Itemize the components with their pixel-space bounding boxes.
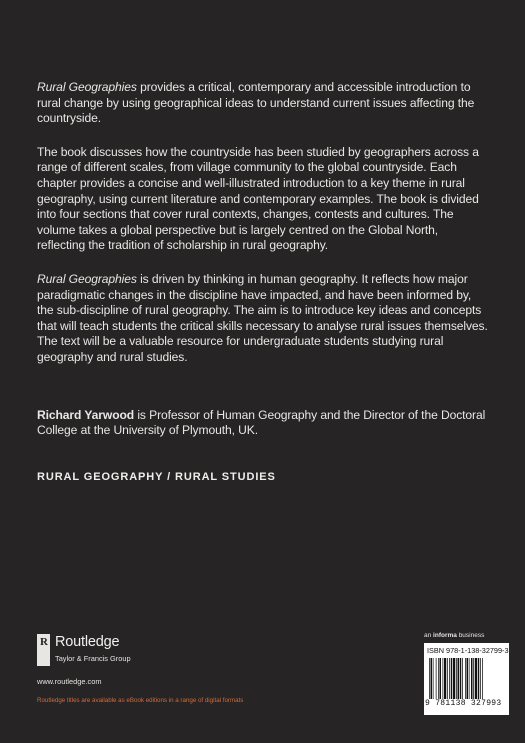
paragraph-text: provides a critical, contemporary and accessible introduction to rural change by using geographical ideas to understand current issues affecting the countryside. [37, 80, 475, 126]
author-bio-text: is Professor of Human Geography and the Director of the Doctoral College at the University of Plymouth, UK. [37, 407, 486, 438]
description-paragraph-1 [37, 80, 489, 127]
author-name: Richard Yarwood [37, 407, 135, 422]
author-bio [37, 408, 489, 439]
publisher-group: Taylor & Francis Group [55, 654, 131, 663]
barcode-graphic [429, 658, 504, 699]
barcode-panel [424, 643, 509, 715]
publisher-website: www.routledge.com [37, 677, 102, 686]
isbn-label: ISBN 978-1-138-32799-3 [427, 646, 509, 655]
informa-brand: informa [433, 632, 457, 639]
description-paragraph-2: The book discusses how the countryside has been studied by geographers across a range of different scales, from village community to the global countryside. Each chapter provides a concise and well-illustrated introduction to a key theme in rural geography, using current literature and contemporary examples. The book is divided into four sections that cover rural contexts, changes, contests and cultures. The volume takes a global perspective but is largely centred on the Global North, reflecting the tradition of scholarship in rural geography. [37, 144, 479, 253]
description-paragraph-3 [37, 272, 489, 366]
publisher-name: Routledge [55, 634, 120, 650]
subject-category: RURAL GEOGRAPHY / RURAL STUDIES [37, 470, 276, 483]
paragraph-text: is driven by thinking in human geography. It reflects how major paradigmatic changes in the discipline have impacted, and have been informed by, the sub-discipline of rural geography. The aim is to introduce key ideas and concepts that will teach students the critical skills necessary to analyse rural issues themselves. The text will be a valuable resource for undergraduate students studying rural geography and rural studies. [37, 271, 488, 364]
ebook-note: Routledge titles are available as eBook editions in a range of digital formats [37, 697, 244, 704]
book-title-italic: Rural Geographies [37, 271, 137, 286]
barcode-digits: 9 781138 327993 [425, 699, 502, 708]
book-title-italic: Rural Geographies [37, 80, 137, 94]
back-cover-text [37, 80, 489, 483]
routledge-logo [37, 634, 217, 674]
informa-business-tag: an informa business [424, 632, 485, 639]
routledge-r-mark-icon: R [37, 634, 50, 666]
